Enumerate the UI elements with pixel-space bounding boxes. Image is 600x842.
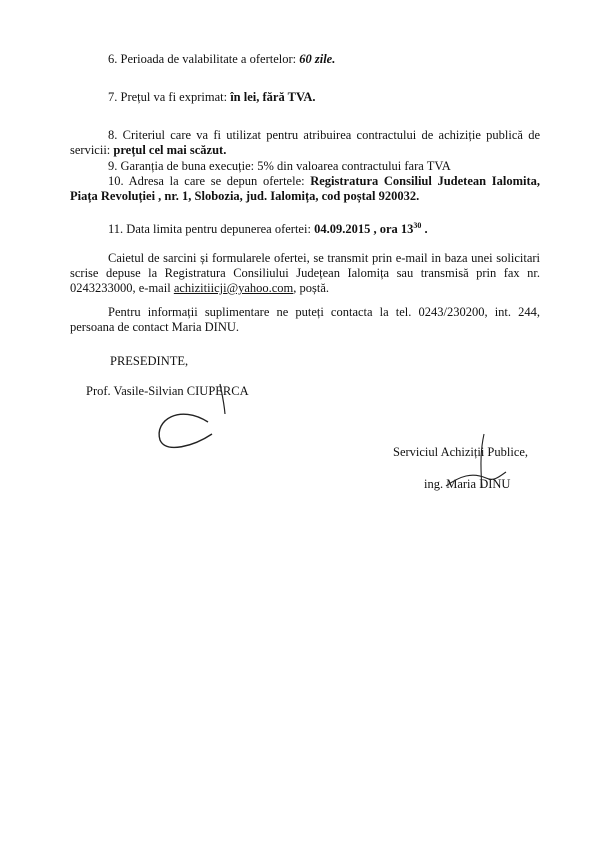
signature-left-title: PRESEDINTE, xyxy=(110,354,189,368)
item-7 xyxy=(70,90,540,105)
item-11-value: 04.09.2015 , ora 13 xyxy=(314,222,414,236)
item-10 xyxy=(70,174,540,204)
info-text: Pentru informații suplimentare ne puteți contacta la tel. 0243/230200, int. 244, persoana de contact Maria DINU. xyxy=(70,305,540,334)
item-9-text: 9. Garanția de buna execuție: 5% din valoarea contractului fara TVA xyxy=(108,159,451,173)
item-8-label: 8. Criteriul care va fi utilizat pentru atribuirea contractului de achiziție publică de servicii: xyxy=(70,128,540,157)
item-6-value: 60 zile. xyxy=(299,52,336,66)
item-11-end: . xyxy=(421,222,428,236)
signature-right-title: Serviciul Achiziții Publice, xyxy=(393,445,529,459)
caiet-end: , poștă. xyxy=(293,281,330,295)
caiet-text: Caietul de sarcini și formularele ofertei, se transmit prin e-mail in baza unei solicitari scrise depuse la Registratura Consiliului Județean Ialomița sau transmisă prin fax nr. 0243233000, e-mail xyxy=(70,251,540,295)
item-6-label: 6. Perioada de valabilitate a ofertelor: xyxy=(108,52,300,66)
item-10-value: Registratura Consiliul Judetean Ialomita, Piața Revoluției , nr. 1, Slobozia, jud. Ialomița, cod poștal 920032. xyxy=(70,174,540,203)
handwritten-signature-left xyxy=(150,380,260,460)
signature-left-name: Prof. Vasile-Silvian CIUPERCA xyxy=(86,384,249,398)
item-9 xyxy=(70,159,540,174)
item-10-label: 10. Adresa la care se depun ofertele: xyxy=(108,174,311,188)
info-paragraph xyxy=(70,305,540,335)
item-11 xyxy=(70,222,540,237)
email-link[interactable]: achizitiicji@yahoo.com xyxy=(173,281,294,295)
item-7-label: 7. Prețul va fi exprimat: xyxy=(108,90,231,104)
caiet-paragraph xyxy=(70,251,540,296)
item-7-value: în lei, fără TVA. xyxy=(230,90,316,104)
item-8-value: prețul cel mai scăzut. xyxy=(113,143,227,157)
item-11-sup: 30 xyxy=(413,221,422,230)
item-11-label: 11. Data limita pentru depunerea ofertei: xyxy=(108,222,315,236)
handwritten-signature-right xyxy=(440,428,530,498)
item-6 xyxy=(70,52,540,67)
item-8 xyxy=(70,128,540,158)
signature-right-name: ing. Maria DINU xyxy=(424,477,511,491)
